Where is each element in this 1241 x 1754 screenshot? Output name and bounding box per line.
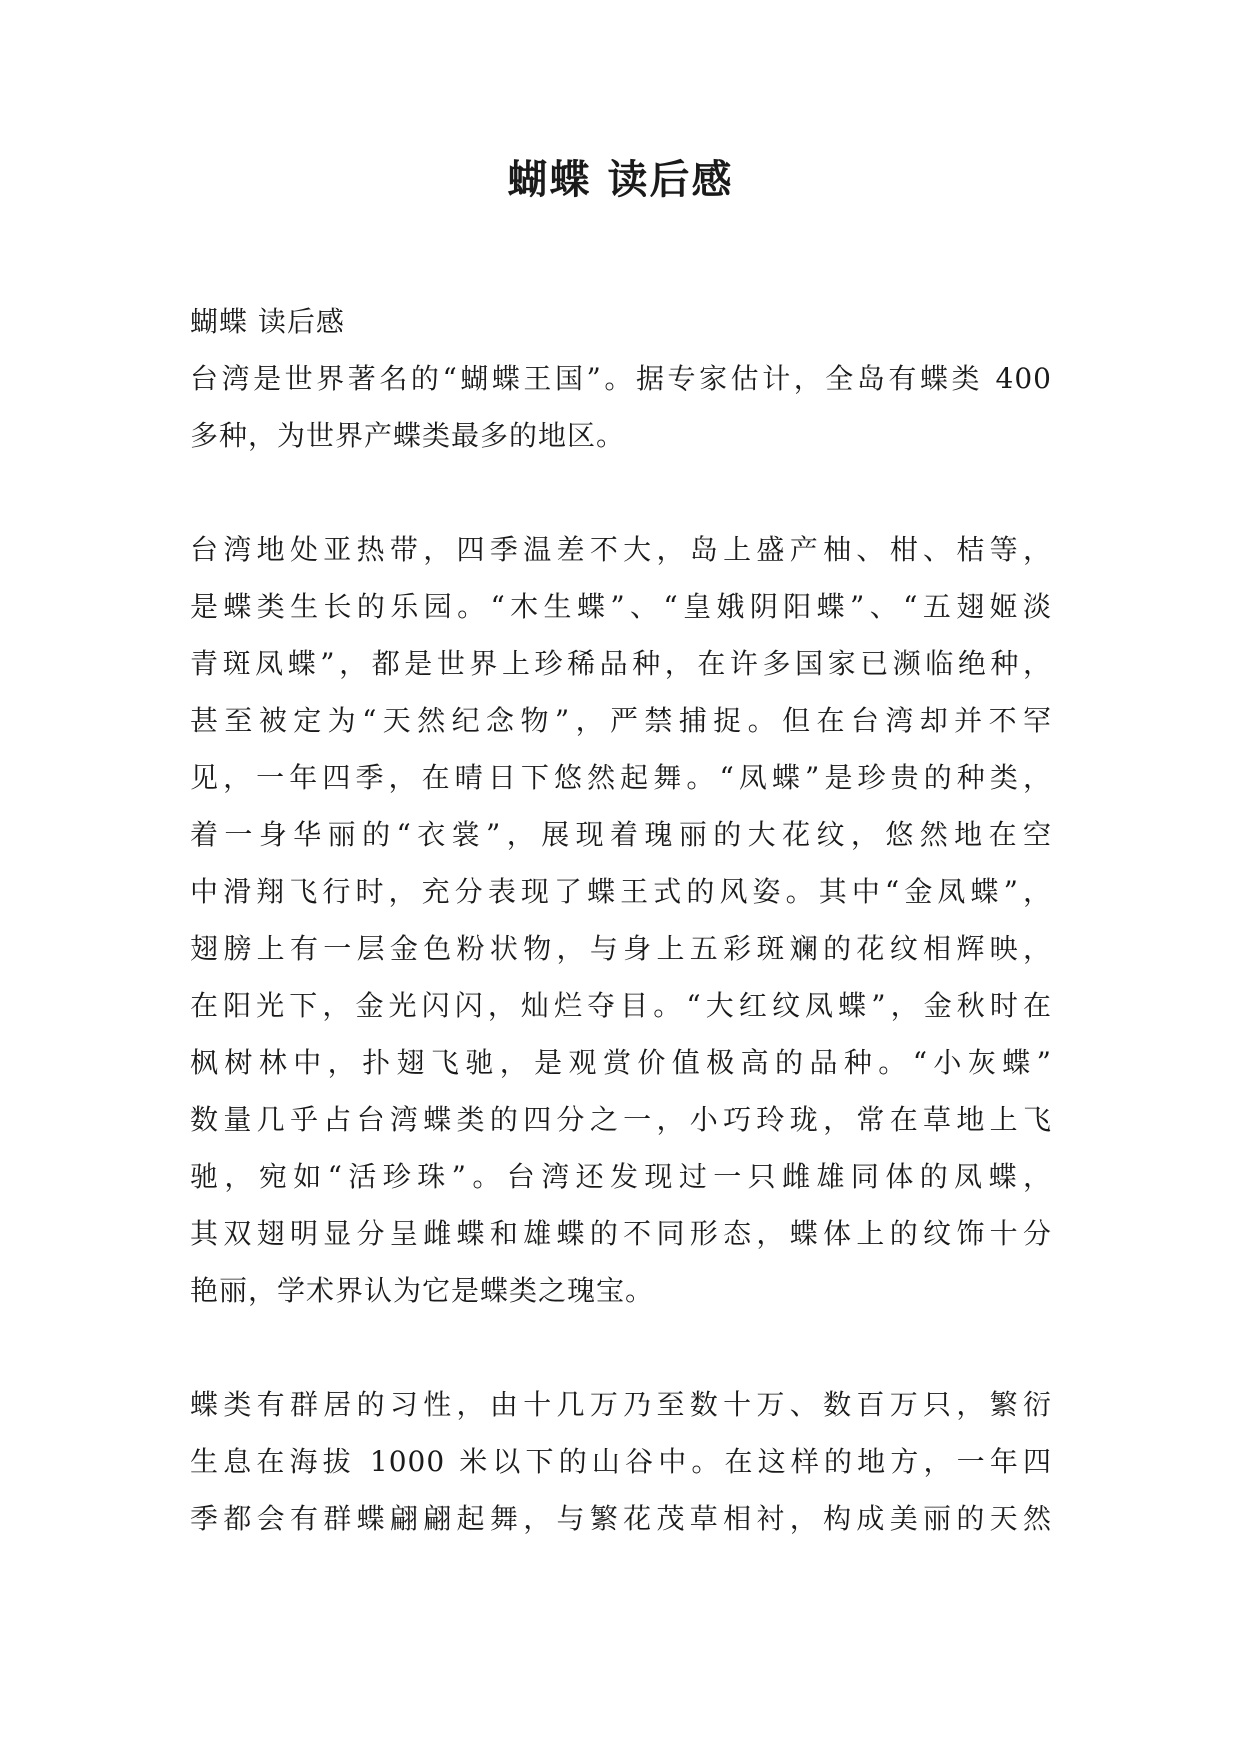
paragraph-spacer [190, 464, 1052, 521]
paragraph-line: 在阳光下，金光闪闪，灿烂夺目。“大红纹凤蝶”，金秋时在 [190, 989, 1052, 1022]
paragraph-line: 甚至被定为“天然纪念物”，严禁捕捉。但在台湾却并不罕 [190, 704, 1052, 737]
document-body [190, 293, 1052, 1547]
paragraph-1 [190, 350, 1052, 464]
body-heading: 蝴蝶 读后感 [190, 305, 345, 338]
paragraph-spacer [190, 1319, 1052, 1376]
paragraph-line: 台湾是世界著名的“蝴蝶王国”。据专家估计，全岛有蝶类 400 [190, 362, 1052, 395]
paragraph-line: 翅膀上有一层金色粉状物，与身上五彩斑斓的花纹相辉映， [190, 932, 1052, 965]
paragraph-line: 见，一年四季，在晴日下悠然起舞。“凤蝶”是珍贵的种类， [190, 761, 1052, 794]
paragraph-line: 数量几乎占台湾蝶类的四分之一，小巧玲珑，常在草地上飞 [190, 1103, 1052, 1136]
paragraph-2 [190, 521, 1052, 1319]
paragraph-3 [190, 1376, 1052, 1547]
paragraph-line: 青斑凤蝶”，都是世界上珍稀品种，在许多国家已濒临绝种， [190, 647, 1052, 680]
paragraph-line: 蝶类有群居的习性，由十几万乃至数十万、数百万只，繁衍 [190, 1388, 1052, 1421]
paragraph-line: 驰，宛如“活珍珠”。台湾还发现过一只雌雄同体的凤蝶， [190, 1160, 1052, 1193]
paragraph-line: 中滑翔飞行时，充分表现了蝶王式的风姿。其中“金凤蝶”， [190, 875, 1052, 908]
paragraph-line: 其双翅明显分呈雌蝶和雄蝶的不同形态，蝶体上的纹饰十分 [190, 1217, 1052, 1250]
paragraph-line: 是蝶类生长的乐园。“木生蝶”、“皇娥阴阳蝶”、“五翅姬淡 [190, 590, 1052, 623]
paragraph-line: 季都会有群蝶翩翩起舞，与繁花茂草相衬，构成美丽的天然 [190, 1502, 1052, 1535]
paragraph-line: 枫树林中，扑翅飞驰，是观赏价值极高的品种。“小灰蝶” [190, 1046, 1052, 1079]
paragraph-line: 艳丽，学术界认为它是蝶类之瑰宝。 [190, 1274, 655, 1307]
document-title: 蝴蝶 读后感 [507, 156, 734, 203]
paragraph-line: 着一身华丽的“衣裳”，展现着瑰丽的大花纹，悠然地在空 [190, 818, 1052, 851]
paragraph-line: 多种，为世界产蝶类最多的地区。 [190, 419, 626, 452]
paragraph-line: 生息在海拔 1000 米以下的山谷中。在这样的地方，一年四 [190, 1445, 1052, 1478]
paragraph-line: 台湾地处亚热带，四季温差不大，岛上盛产柚、柑、桔等， [190, 533, 1052, 566]
